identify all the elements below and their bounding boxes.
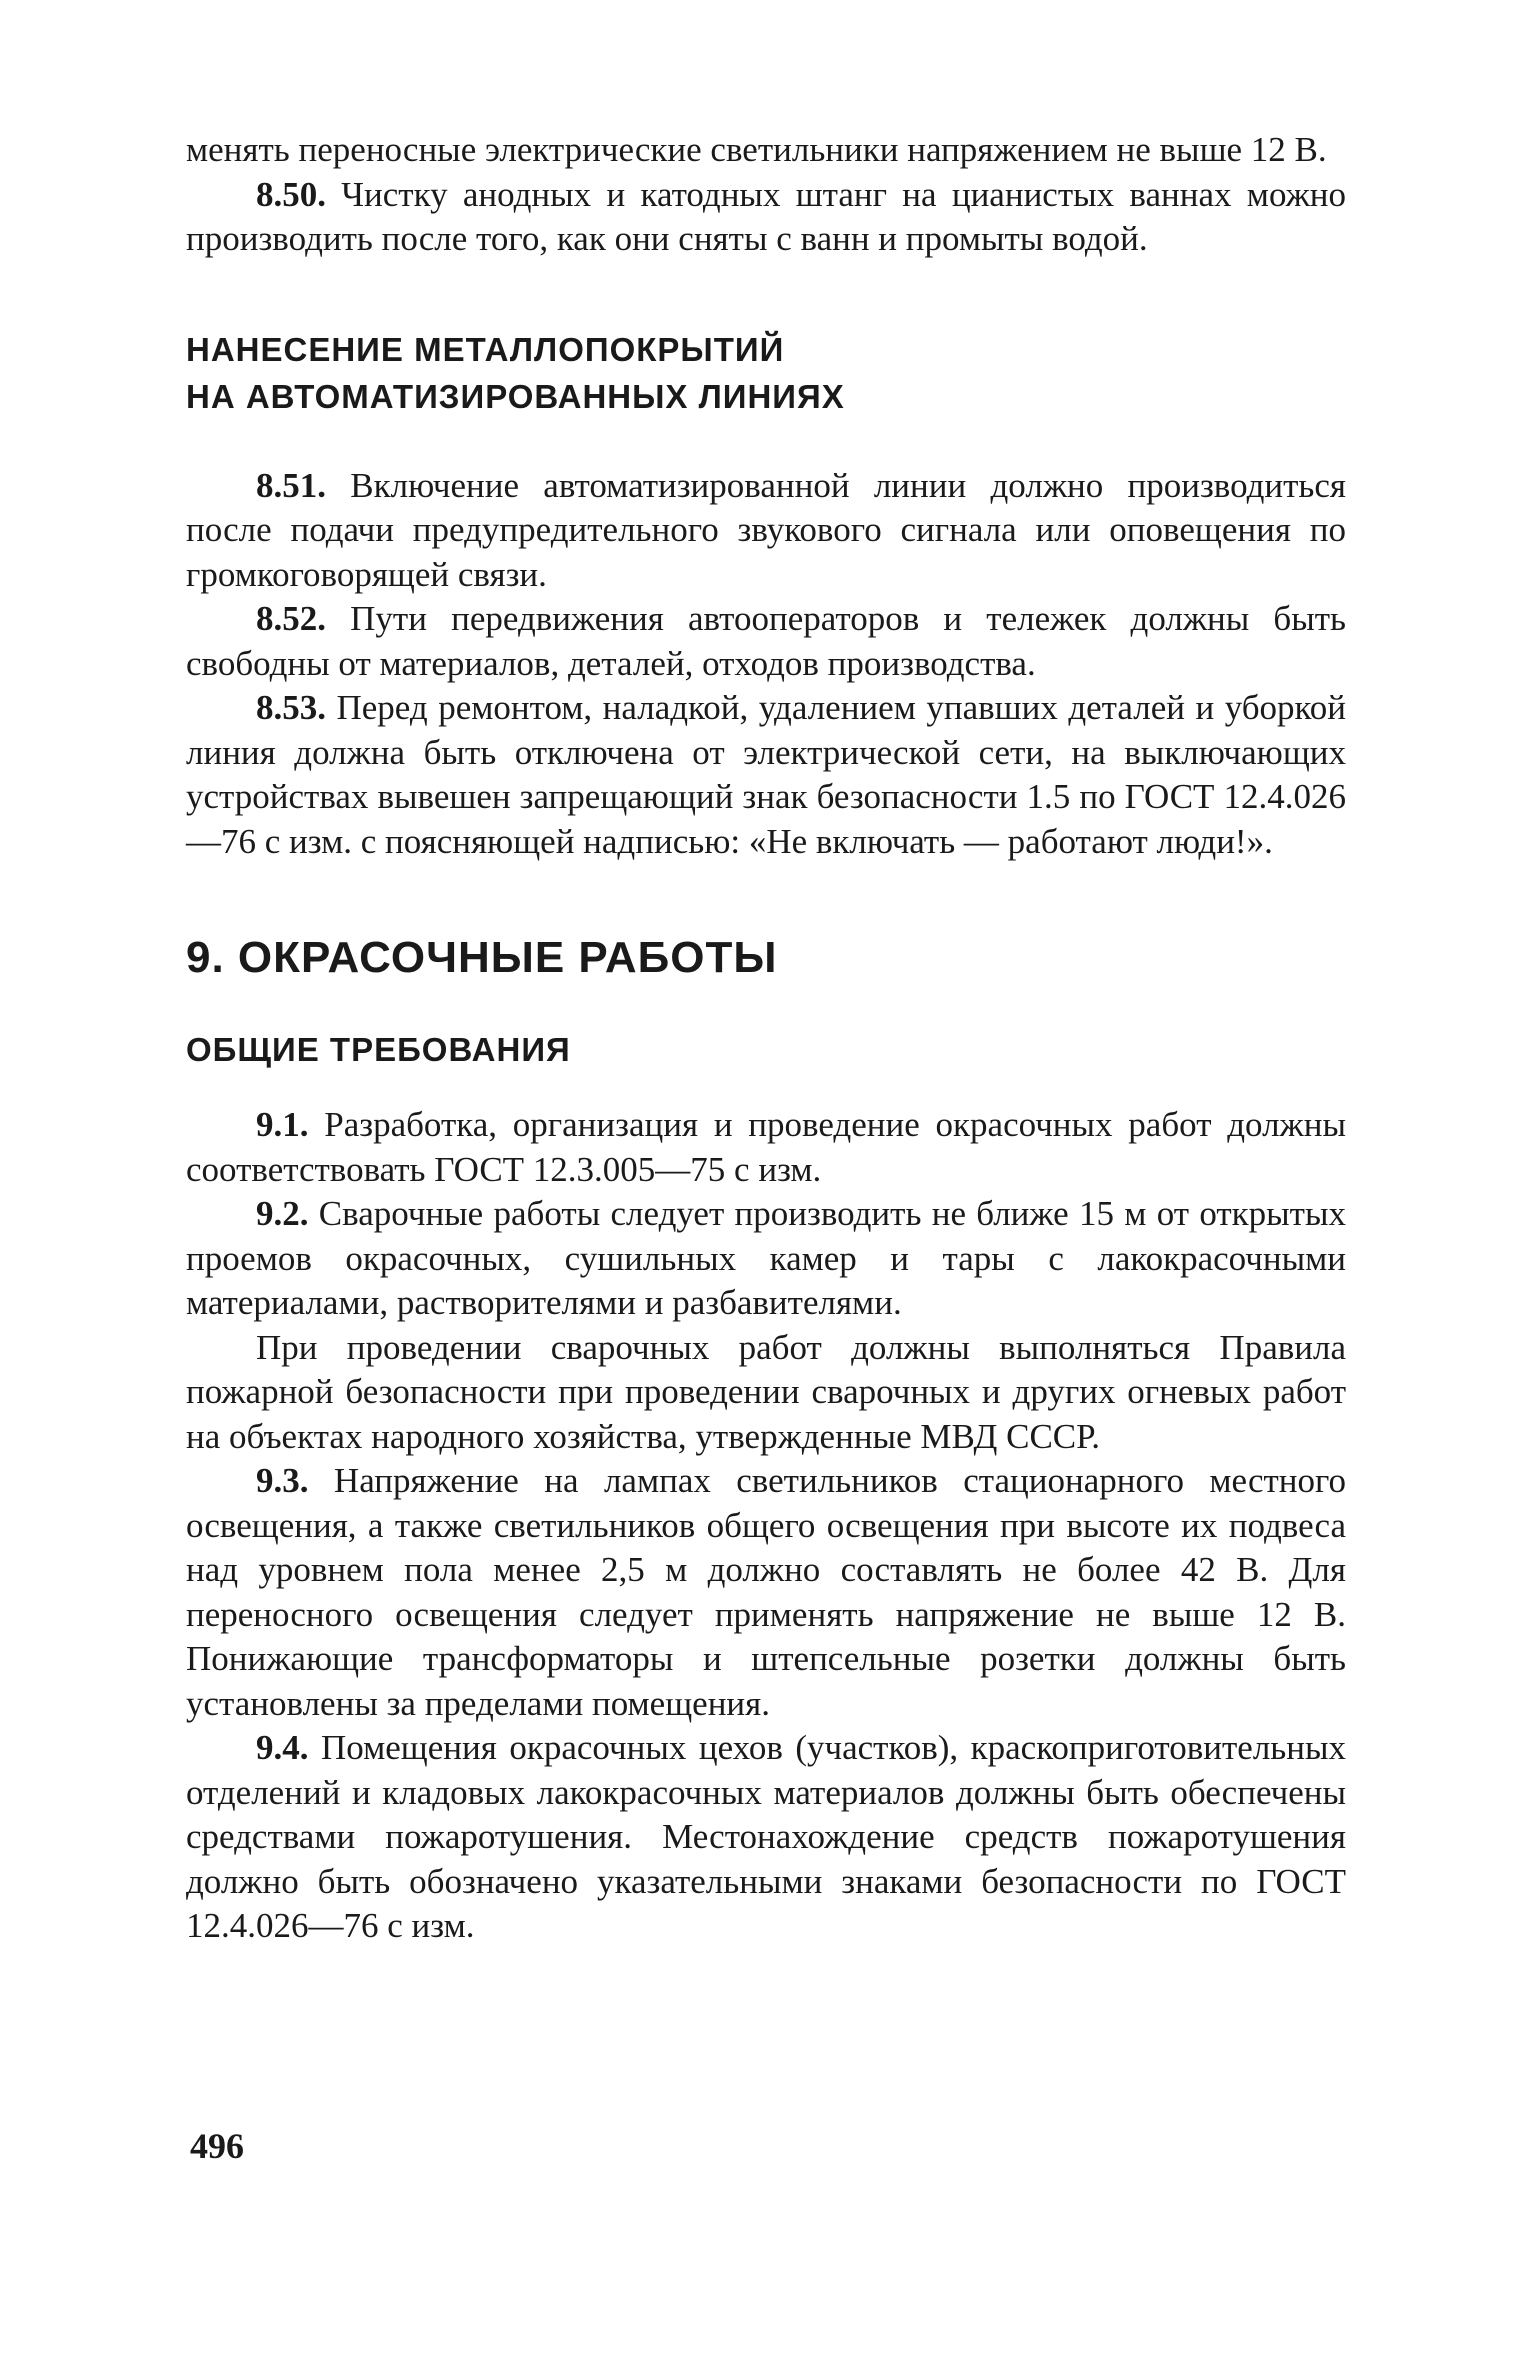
paragraph-8-52 xyxy=(186,597,1346,686)
clause-number: 8.50. xyxy=(256,174,326,214)
heading-line: НА АВТОМАТИЗИРОВАННЫХ ЛИНИЯХ xyxy=(186,377,845,415)
clause-number: 8.53. xyxy=(256,688,326,727)
paragraph-9-2-continued: При проведении сварочных работ должны выполняться Правила пожарной безопасности при проведении сварочных и других огневых работ на объектах народного хозяйства, утвержденные МВД СССР. xyxy=(186,1327,1346,1456)
section-heading-metal-coatings xyxy=(186,326,1346,420)
paragraph-9-3 xyxy=(186,1459,1346,1726)
clause-number: 8.51. xyxy=(256,465,326,505)
clause-number: 9.2. xyxy=(256,1194,309,1233)
clause-number: 9.1. xyxy=(256,1105,309,1144)
paragraph-8-51 xyxy=(186,464,1346,598)
paragraph-8-50 xyxy=(186,173,1346,262)
heading-line: НАНЕСЕНИЕ МЕТАЛЛОПОКРЫТИЙ xyxy=(186,330,785,368)
clause-number: 9.4. xyxy=(256,1728,309,1767)
paragraph-8-53 xyxy=(186,686,1346,864)
paragraph-9-2 xyxy=(186,1192,1346,1326)
page-body xyxy=(186,128,1346,1949)
paragraph-9-1 xyxy=(186,1103,1346,1192)
clause-text: Помещения окрасочных цехов (участков), краскоприготовительных отделений и кладовых лакокрасочных материалов должны быть обеспечены средствами пожаротушения. Местонахождение средств пожаротушения должно быть обозначено указательными знаками безопасности по ГОСТ 12.4.026—76 с изм. xyxy=(186,1728,1346,1945)
clause-text: Перед ремонтом, наладкой, удалением упавших деталей и уборкой линия должна быть отключена от электрической сети, на выключающих устройствах вывешен запрещающий знак безопасности 1.5 по ГОСТ 12.4.026—76 с изм. с поясняющей надписью: «Не включать — работают люди!». xyxy=(186,688,1346,861)
clause-text: Пути передвижения автооператоров и тележек должны быть свободны от материалов, деталей, отходов производства. xyxy=(186,599,1346,683)
clause-text: Включение автоматизированной линии должно производиться после подачи предупредительного звукового сигнала или оповещения по громкоговорящей связи. xyxy=(186,465,1346,594)
chapter-title: 9. ОКРАСОЧНЫЕ РАБОТЫ xyxy=(186,933,778,982)
page-number: 496 xyxy=(190,2126,244,2166)
clause-number: 9.3. xyxy=(256,1461,309,1500)
section-heading-general-requirements: ОБЩИЕ ТРЕБОВАНИЯ xyxy=(186,1031,571,1068)
clause-number: 8.52. xyxy=(256,599,326,638)
clause-text: Сварочные работы следует производить не ближе 15 м от открытых проемов окрасочных, сушильных камер и тары с лакокрасочными материалами, растворителями и разбавителями. xyxy=(186,1194,1346,1322)
paragraph-continuation: менять переносные электрические светильники напряжением не выше 12 В. xyxy=(186,130,1327,169)
clause-text: Разработка, организация и проведение окрасочных работ должны соответствовать ГОСТ 12.3.005—75 с изм. xyxy=(186,1105,1346,1189)
clause-text: Чистку анодных и катодных штанг на цианистых ваннах можно производить после того, как они сняты с ванн и промыты водой. xyxy=(186,174,1346,258)
clause-text: Напряжение на лампах светильников стационарного местного освещения, а также светильников общего освещения при высоте их подвеса над уровнем пола менее 2,5 м должно составлять не более 42 В. Для переносного освещения следует применять напряжение не выше 12 В. Понижающие трансформаторы и штепсельные розетки должны быть установлены за пределами помещения. xyxy=(186,1461,1346,1723)
paragraph-9-4 xyxy=(186,1726,1346,1949)
